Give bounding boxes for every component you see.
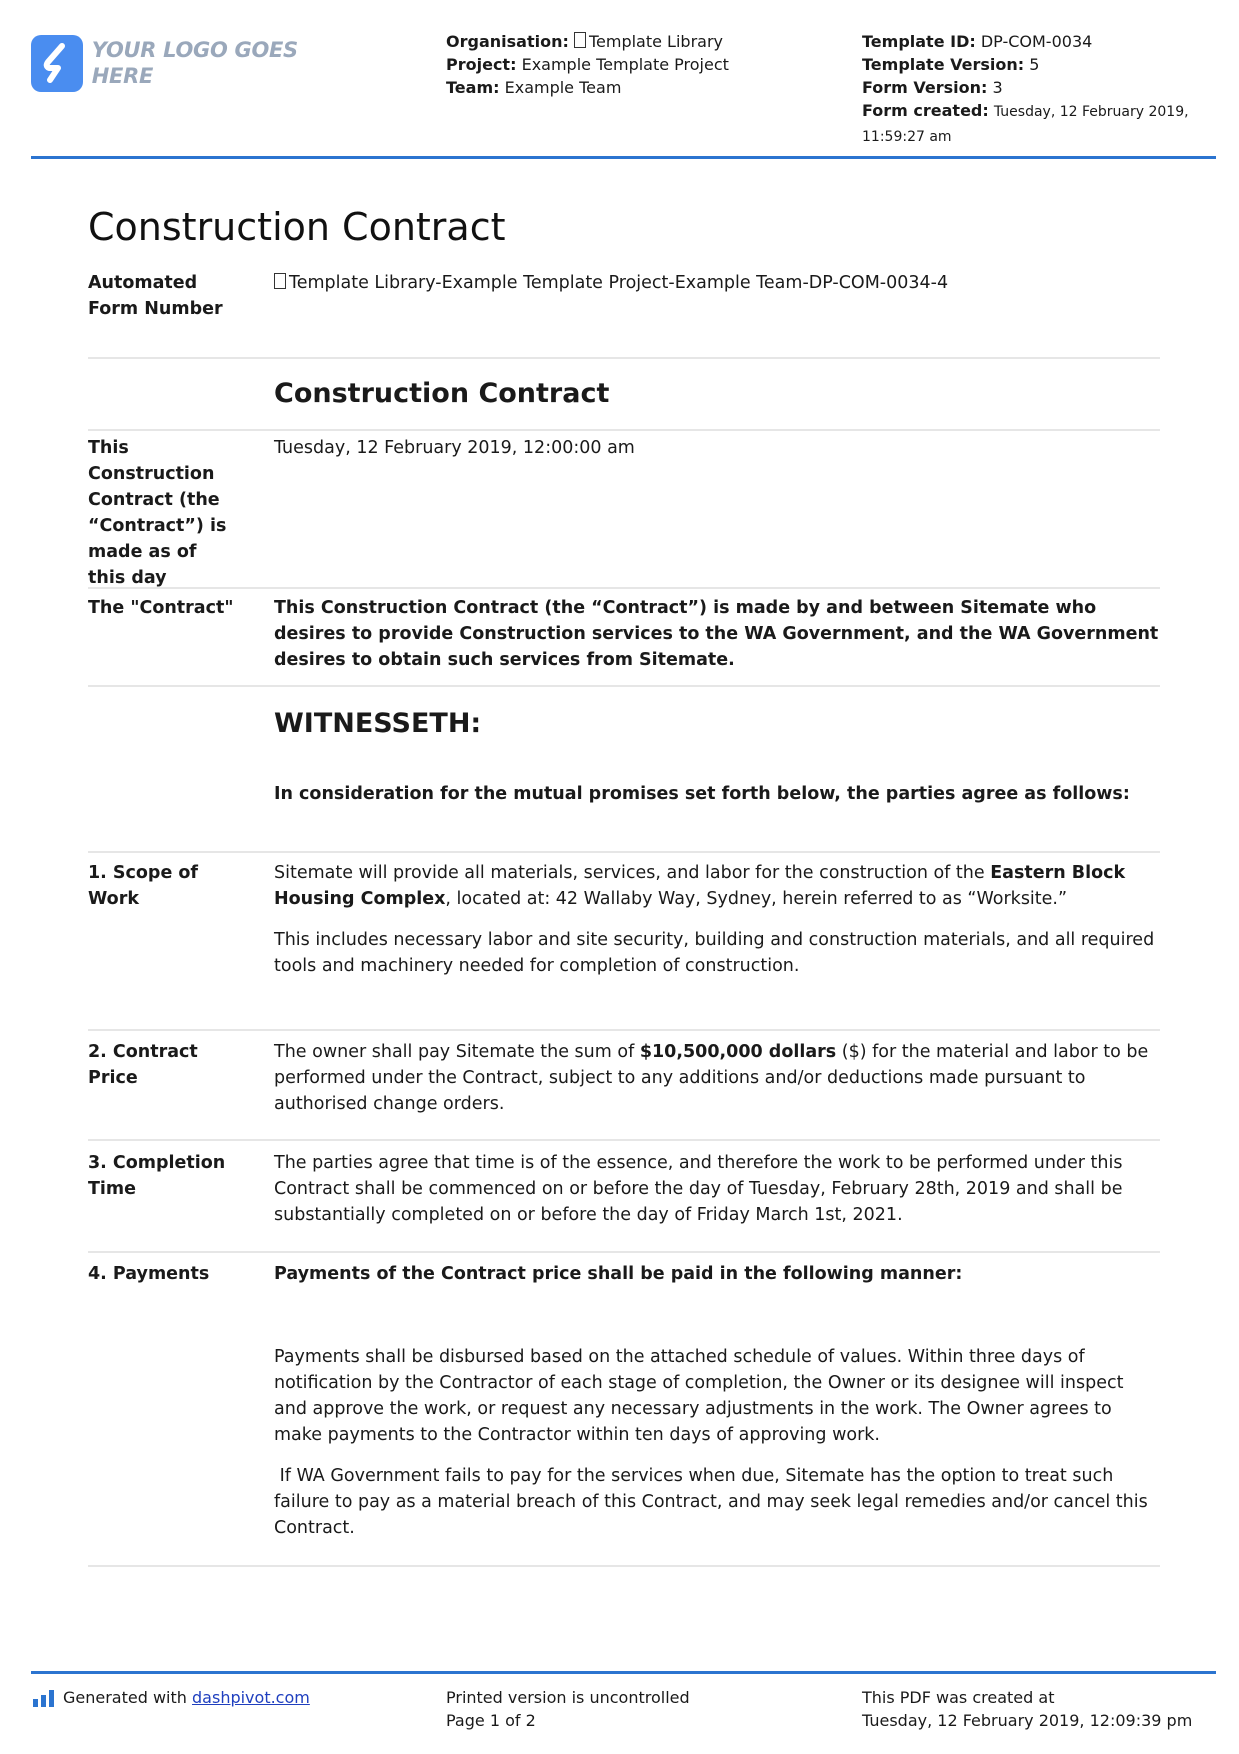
- bar-chart-icon: [33, 1689, 55, 1707]
- form-created-value: Tuesday, 12 February 2019, 11:59:27 am: [862, 104, 1189, 145]
- pdf-created-label: This PDF was created at: [862, 1688, 1055, 1707]
- template-id-value: DP-COM-0034: [980, 32, 1093, 51]
- made-as-of-label: This Construction Contract (the “Contract”) is made as of this day: [88, 438, 227, 588]
- form-number-value: [274, 270, 1160, 357]
- project-label: Project:: [446, 55, 517, 74]
- form-created-label: Form created:: [862, 101, 989, 120]
- witnesseth-heading: WITNESSETH:: [274, 708, 482, 739]
- row-price: [88, 1031, 1160, 1141]
- org-label: Organisation:: [446, 32, 569, 51]
- scope-paragraph-2: This includes necessary labor and site security, building and construction materials, and all required tools and machinery needed for completion of construction.: [274, 930, 1155, 976]
- footer-generated: [33, 1686, 310, 1709]
- footer-middle: [446, 1686, 690, 1732]
- row-witnesseth: [88, 687, 1160, 853]
- footer-right: [862, 1686, 1192, 1732]
- row-payments: [88, 1253, 1160, 1567]
- row-scope: [88, 853, 1160, 1031]
- footer-divider: [31, 1671, 1216, 1674]
- row-contract: [88, 589, 1160, 687]
- page-number: Page 1 of 2: [446, 1711, 536, 1730]
- logo-icon: [31, 35, 83, 92]
- header-meta-left: [446, 30, 729, 99]
- row-made-as-of: [88, 431, 1160, 589]
- contract-label: The "Contract": [88, 598, 234, 618]
- payments-paragraph-2: If WA Government fails to pay for the services when due, Sitemate has the option to treat such failure to pay as a material breach of this Contract, and may seek legal remedies and/or cancel this Contract.: [274, 1466, 1154, 1538]
- scope-paragraph-1: Sitemate will provide all materials, services, and labor for the construction of the Eastern Block Housing Complex, located at: 42 Wallaby Way, Sydney, herein referred to as “Worksite.”: [274, 863, 1126, 909]
- template-version-value: 5: [1029, 55, 1040, 74]
- company-logo: [31, 33, 341, 93]
- dashpivot-link[interactable]: dashpivot.com: [192, 1688, 310, 1707]
- form-number-icon: [274, 273, 286, 289]
- completion-value: The parties agree that time is of the essence, and therefore the work to be performed under this Contract shall be commenced on or before the day of Tuesday, February 28th, 2019 and shall be substantially completed on or before the day of Friday March 1st, 2021.: [274, 1153, 1123, 1225]
- page-title: Construction Contract: [88, 205, 506, 249]
- row-section-heading: [88, 359, 1160, 431]
- team-value: Example Team: [504, 78, 622, 97]
- pdf-created-value: Tuesday, 12 February 2019, 12:09:39 pm: [862, 1711, 1193, 1730]
- project-value: Example Template Project: [521, 55, 729, 74]
- row-completion: [88, 1141, 1160, 1253]
- uncontrolled-notice: Printed version is uncontrolled: [446, 1688, 690, 1707]
- form-version-label: Form Version:: [862, 78, 988, 97]
- scope-label: 1. Scope of Work: [88, 863, 199, 909]
- price-value: The owner shall pay Sitemate the sum of $10,500,000 dollars ($) for the material and labor to be performed under the Contract, subject to any additions and/or deductions made pursuant to authorised change orders.: [274, 1042, 1149, 1114]
- payments-label: 4. Payments: [88, 1264, 210, 1284]
- consideration-text: In consideration for the mutual promises set forth below, the parties agree as follows:: [274, 784, 1130, 804]
- made-as-of-value: Tuesday, 12 February 2019, 12:00:00 am: [274, 438, 635, 458]
- price-label: 2. Contract Price: [88, 1042, 198, 1088]
- project-name: Eastern Block Housing Complex: [274, 863, 1126, 909]
- contract-table: [88, 270, 1160, 1567]
- header-divider: [31, 156, 1216, 159]
- template-version-label: Template Version:: [862, 55, 1025, 74]
- header-meta-right: [862, 30, 1207, 149]
- logo-text: YOUR LOGO GOES HERE: [91, 38, 298, 88]
- form-version-value: 3: [992, 78, 1003, 97]
- org-icon: [574, 32, 586, 48]
- form-number-text: Template Library-Example Template Project-Example Team-DP-COM-0034-4: [289, 273, 949, 293]
- section-heading: Construction Contract: [274, 378, 610, 409]
- template-id-label: Template ID:: [862, 32, 976, 51]
- org-value: Template Library: [588, 32, 723, 51]
- payments-heading: Payments of the Contract price shall be paid in the following manner:: [274, 1264, 963, 1284]
- contract-value: This Construction Contract (the “Contract”) is made by and between Sitemate who desires to provide Construction services to the WA Government, and the WA Government desires to obtain such services from Sitemate.: [274, 598, 1159, 670]
- form-number-label: Automated Form Number: [88, 273, 223, 319]
- payments-paragraph-1: Payments shall be disbursed based on the attached schedule of values. Within three days of notification by the Contractor of each stage of completion, the Owner or its designee will inspect and approve the work, or request any necessary adjustments in the work. The Owner agrees to make payments to the Contractor within ten days of approving work.: [274, 1347, 1124, 1445]
- row-form-number: [88, 270, 1160, 359]
- generated-text: Generated with: [63, 1688, 187, 1707]
- team-label: Team:: [446, 78, 500, 97]
- price-amount: $10,500,000 dollars: [639, 1042, 837, 1062]
- completion-label: 3. Completion Time: [88, 1153, 226, 1199]
